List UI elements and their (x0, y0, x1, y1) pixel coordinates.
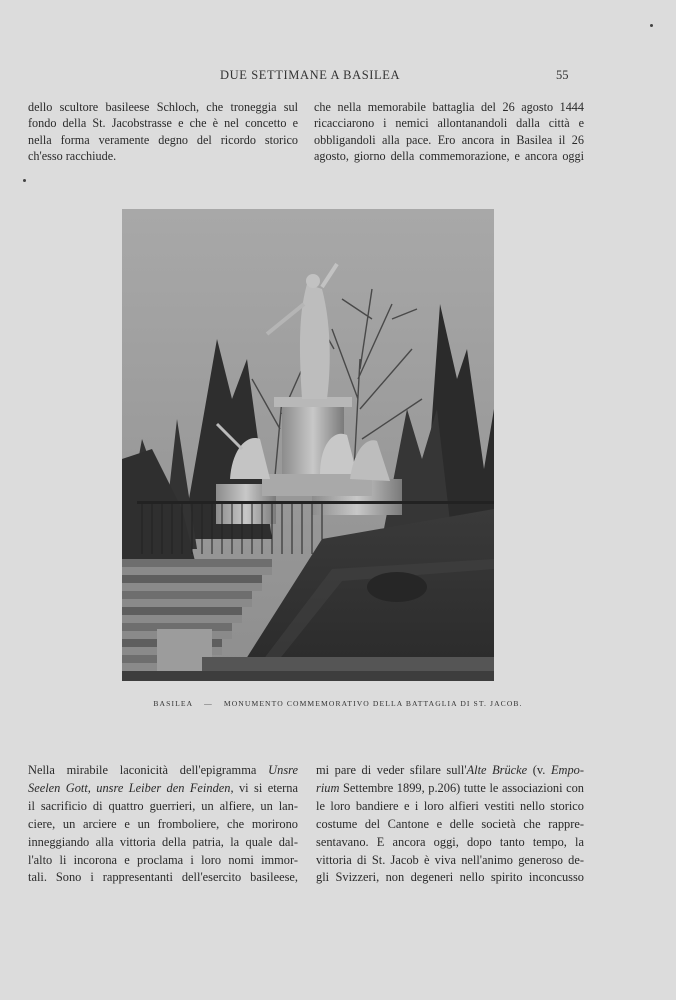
italic-segment: Empo- (550, 763, 585, 777)
text-line (316, 780, 584, 798)
text-line: ch'esso racchiude. (28, 148, 117, 163)
stray-mark (650, 24, 653, 27)
top-left-column (28, 99, 298, 164)
text-segment: mi pare di veder sfilare sull' (316, 763, 467, 777)
text-segment: (v. (527, 763, 551, 777)
text-segment: vi si eterna (233, 780, 298, 795)
text-line: vittoria di St. Jacob è viva nell'animo generoso de- (316, 852, 584, 867)
text-line: il sacrificio di quattro guerrieri, un alfiere, un lan- (28, 798, 298, 813)
photo-caption (0, 699, 676, 708)
text-line: ricacciarono i nemici allontanandoli dalla città e (314, 116, 584, 131)
italic-segment: Seelen Gott, unsre Leiber den Feinden, (28, 780, 234, 795)
text-line: che nella memorabile battaglia del 26 agosto 1444 (314, 100, 584, 114)
italic-segment: rium (316, 780, 340, 795)
top-right-column (314, 99, 584, 164)
running-title: DUE SETTIMANE A BASILEA (220, 68, 401, 82)
caption-text: MONUMENTO COMMEMORATIVO DELLA BATTAGLIA DI ST. JACOB. (223, 699, 523, 708)
text-line (316, 762, 584, 780)
text-line: tali. Sono i rappresentanti dell'esercito basileese, (28, 870, 298, 885)
stray-mark (23, 179, 26, 182)
running-header (0, 68, 676, 84)
text-line: ciere, un arciere e un fromboliere, che morirono (28, 816, 298, 831)
text-line: le loro bandiere e i loro alfieri vestiti nello storico (316, 798, 584, 813)
text-line: nella forma veramente degno del ricordo storico (28, 132, 298, 147)
monument-photo (122, 209, 494, 681)
text-line (28, 780, 298, 798)
text-segment: Settembre 1899, p.206) tutte le associazioni con (339, 780, 584, 795)
italic-segment: Alte Brücke (466, 763, 528, 777)
text-line: fondo della St. Jacobstrasse e che è nel concetto e (28, 116, 298, 131)
text-line: inneggiando alla vittoria della patria, la quale dal- (28, 834, 298, 849)
text-line: l'alto li incorona e proclama i loro nomi immor- (28, 852, 298, 867)
bottom-left-column (28, 762, 298, 887)
caption-dash: — (204, 699, 213, 708)
text-line: obbligandoli alla pace. Ero ancora in Basilea il 26 (314, 132, 584, 147)
text-segment: Nella mirabile laconicità dell'epigramma (28, 763, 269, 777)
caption-place: BASILEA (153, 699, 194, 708)
text-line (28, 762, 298, 780)
italic-segment: Unsre (268, 763, 298, 777)
page-number: 55 (556, 68, 569, 82)
text-line: sentavano. E ancora oggi, dopo tanto tempo, la (316, 834, 584, 849)
text-line: gli Svizzeri, non degeneri nello spirito inconcusso (316, 870, 584, 885)
bottom-right-column (316, 762, 584, 887)
text-line: agosto, giorno della commemorazione, e ancora oggi (314, 148, 584, 163)
text-line: dello scultore basileese Schloch, che troneggia sul (28, 100, 298, 114)
text-line: costume del Cantone e delle società che rappre- (316, 816, 584, 831)
